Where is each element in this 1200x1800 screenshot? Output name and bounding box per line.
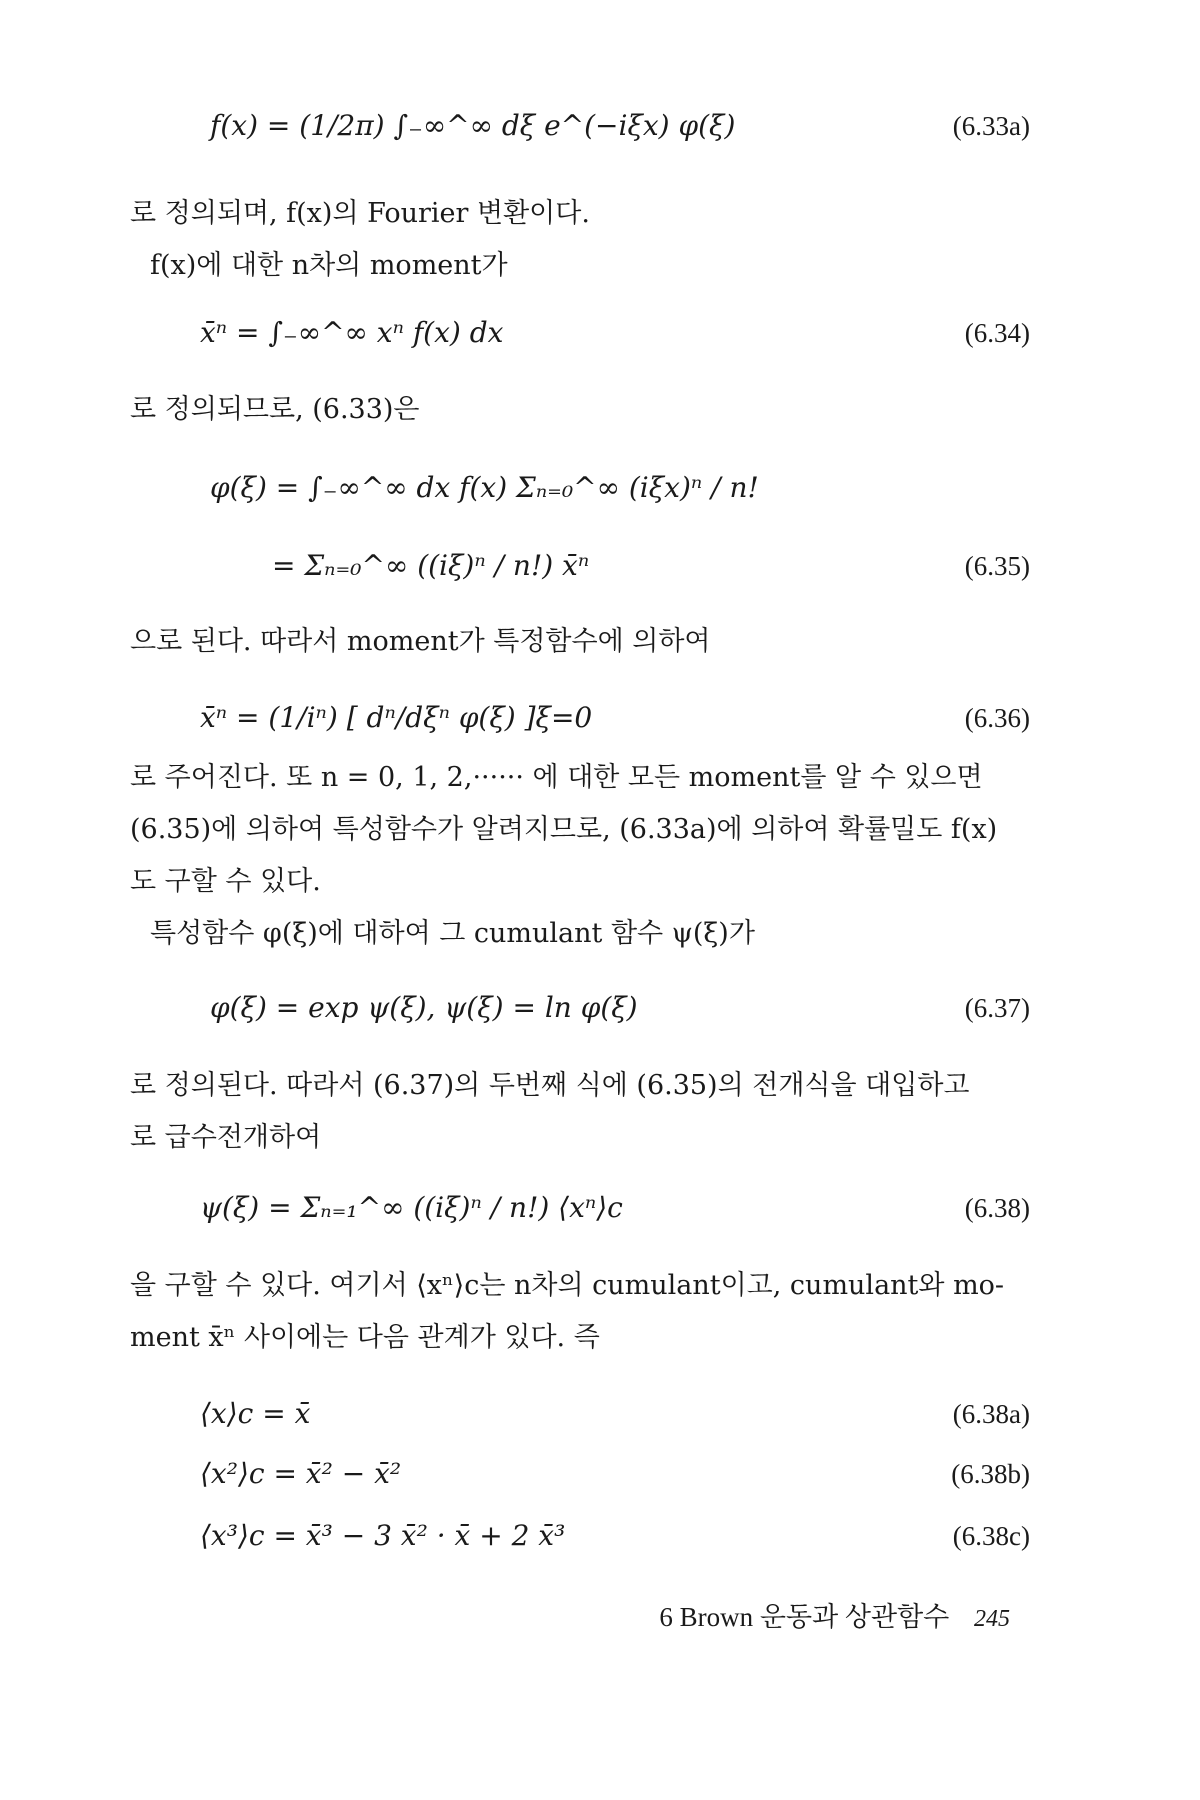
page-number: 245	[974, 1606, 1010, 1632]
equation-number-6-38a: (6.38a)	[952, 1399, 1030, 1429]
equation-6-38c: ⟨x³⟩c = x̄³ − 3 x̄² · x̄ + 2 x̄³	[200, 1519, 566, 1552]
running-head: 6 Brown 운동과 상관함수	[659, 1602, 950, 1632]
equation-number-6-38b: (6.38b)	[951, 1459, 1030, 1489]
text-line-11: 을 구할 수 있다. 여기서 ⟨xⁿ⟩c는 n차의 cumulant이고, cumulant와 mo-	[130, 1270, 1005, 1301]
text-line-9: 로 정의된다. 따라서 (6.37)의 두번째 식에 (6.35)의 전개식을 대입하고	[130, 1070, 970, 1101]
equation-number-6-33a: (6.33a)	[952, 111, 1030, 141]
text-line-3: 로 정의되므로, (6.33)은	[130, 394, 420, 425]
equation-6-38b: ⟨x²⟩c = x̄² − x̄²	[200, 1457, 402, 1490]
equation-6-35-line2: = Σₙ₌₀^∞ ((iξ)ⁿ / n!) x̄ⁿ	[272, 549, 590, 582]
equation-6-38: ψ(ξ) = Σₙ₌₁^∞ ((iξ)ⁿ / n!) ⟨xⁿ⟩c	[200, 1191, 623, 1224]
equation-number-6-38: (6.38)	[964, 1193, 1030, 1223]
text-line-2: f(x)에 대한 n차의 moment가	[150, 250, 508, 281]
equation-6-36: x̄ⁿ = (1/iⁿ) [ dⁿ/dξⁿ φ(ξ) ]ξ=0	[200, 701, 593, 734]
text-line-10: 로 급수전개하여	[130, 1122, 322, 1153]
equation-6-34: x̄ⁿ = ∫₋∞^∞ xⁿ f(x) dx	[200, 316, 504, 349]
equation-number-6-36: (6.36)	[964, 703, 1030, 733]
text-line-8: 특성함수 φ(ξ)에 대하여 그 cumulant 함수 ψ(ξ)가	[150, 918, 755, 949]
text-line-12: ment x̄ⁿ 사이에는 다음 관계가 있다. 즉	[130, 1322, 600, 1353]
text-line-5: 로 주어진다. 또 n = 0, 1, 2,······ 에 대한 모든 moment를 알 수 있으면	[130, 762, 983, 793]
text-line-7: 도 구할 수 있다.	[130, 866, 321, 897]
equation-6-38a: ⟨x⟩c = x̄	[200, 1397, 311, 1430]
equation-6-35-line1: φ(ξ) = ∫₋∞^∞ dx f(x) Σₙ₌₀^∞ (iξx)ⁿ / n!	[210, 471, 759, 504]
equation-number-6-38c: (6.38c)	[952, 1521, 1030, 1551]
equation-6-37: φ(ξ) = exp ψ(ξ), ψ(ξ) = ln φ(ξ)	[210, 991, 638, 1024]
equation-6-33a: f(x) = (1/2π) ∫₋∞^∞ dξ e^(−iξx) φ(ξ)	[210, 109, 736, 142]
text-line-4: 으로 된다. 따라서 moment가 특정함수에 의하여	[130, 626, 711, 657]
equation-number-6-37: (6.37)	[964, 993, 1030, 1023]
equation-number-6-35: (6.35)	[964, 551, 1030, 581]
text-line-1: 로 정의되며, f(x)의 Fourier 변환이다.	[130, 198, 590, 229]
page-footer	[659, 1595, 1010, 1634]
text-line-6: (6.35)에 의하여 특성함수가 알려지므로, (6.33a)에 의하여 확률밀도 f(x)	[130, 814, 998, 845]
equation-number-6-34: (6.34)	[964, 318, 1030, 348]
